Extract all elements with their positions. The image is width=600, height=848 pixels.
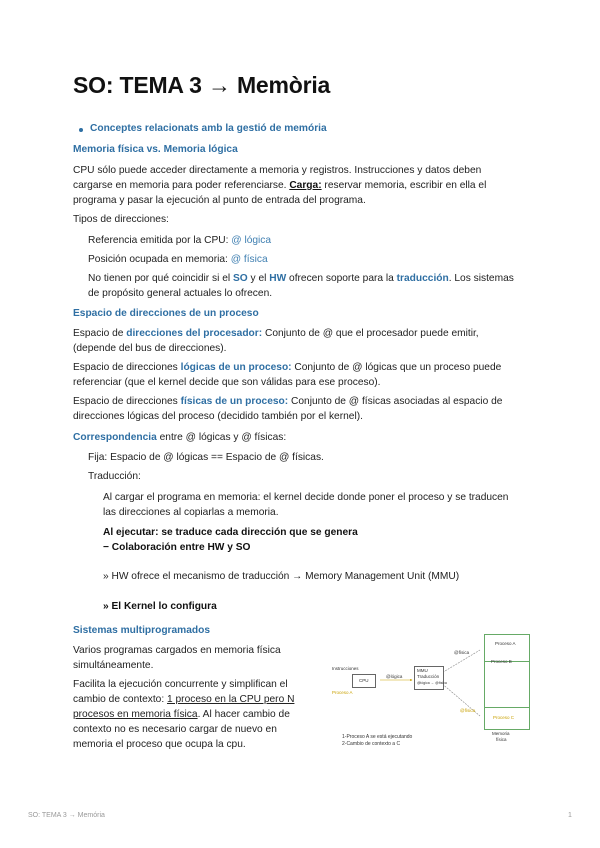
diagram-label: @física [460,708,476,713]
paragraph-line: cambio de contexto: 1 proceso en la CPU pero N [73,694,295,705]
memory-diagram [330,628,530,758]
diagram-label: Memoria [492,731,510,736]
mmu-box: MMU Traducción @lógica → @física [414,666,444,690]
paragraph-line: Espacio de direcciones lógicas de un proceso: Conjunto de @ lógicas que un proceso puede [73,362,502,373]
section-heading-espacio: Espacio de direcciones de un proceso [73,308,259,319]
page-title: SO: TEMA 3 → Memòria [73,72,331,98]
paragraph-line: CPU sólo puede acceder directamente a memoria y registros. Instrucciones y datos deben [73,165,482,176]
footer-title: SO: TEMA 3 → Memória [28,812,105,819]
paragraph-line: Correspondencia entre @ lógicas y @ físicas: [73,432,287,443]
diagram-label: @lógica [386,674,403,679]
bullet-heading: Conceptes relacionats amb la gestió de memória [90,123,327,134]
paragraph-line: Espacio de direcciones del procesador: Conjunto de @ que el procesador puede emitir, [73,328,479,339]
bullet-dot [79,128,83,132]
physical-memory-box: Proceso A Proceso B Proceso C [484,634,530,730]
diagram-label: física [496,737,507,742]
paragraph-line: Tipos de direcciones: [73,214,169,225]
diagram-label: Instrucciones [332,666,359,671]
paragraph-line: referenciar (que el kernel decide que son válidas para ese proceso). [73,377,381,388]
diagram-label: Proceso A [332,690,353,695]
list-item: Fija: Espacio de @ lógicas == Espacio de @ físicas. [88,452,324,463]
diagram-note: 2-Cambio de contexto a C [342,741,401,747]
paragraph-line: cargarse en memoria para poder referenciarse. Carga: reservar memoria, escribir en ella el [73,180,487,191]
list-item: Referencia emitida por la CPU: @ lógica [88,235,272,246]
list-item: Posición ocupada en memoria: @ física [88,254,268,265]
paragraph-line: de propósito general actuales lo ofrecen. [88,288,273,299]
page-number: 1 [568,812,572,819]
paragraph-line: (depende del bus de direcciones). [73,343,227,354]
paragraph-line: − Colaboración entre HW y SO [103,542,251,553]
paragraph-line: direcciones lógicas del proceso (decidido también por el kernel). [73,411,363,422]
paragraph-line: No tienen por qué coincidir si el SO y el HW ofrecen soporte para la traducción. Los sistemas [88,273,514,284]
diagram-note: 1-Proceso A se está ejecutando [342,734,413,740]
paragraph-line: Varios programas cargados en memoria física [73,645,281,656]
paragraph-line: » El Kernel lo configura [103,601,217,612]
paragraph-line: contexto no es necesario cargar de nuevo en [73,724,277,735]
paragraph-line: memoria el proceso que ocupa la cpu. [73,739,246,750]
section-heading-memoria: Memoria física vs. Memoria lógica [73,144,238,155]
paragraph-line: Al cargar el programa en memoria: el kernel decide donde poner el proceso y se traducen [103,492,509,503]
paragraph-line: » HW ofrece el mecanismo de traducción → Memory Management Unit (MMU) [103,571,460,582]
section-heading-sistemas: Sistemas multiprogramados [73,625,211,636]
list-item: Traducción: [88,471,141,482]
paragraph-line: las direcciones al copiarlas a memoria. [103,507,279,518]
diagram-label: @física [454,650,470,655]
paragraph-line: Espacio de direcciones físicas de un proceso: Conjunto de @ físicas asociadas al espacio de [73,396,503,407]
paragraph-line: procesos en memoria física. Al hacer cambio de [73,709,290,720]
cpu-box: CPU [352,674,376,688]
paragraph-line: programa y pasar la ejecución al punto de entrada del programa. [73,195,366,206]
paragraph-line: simultáneamente. [73,660,154,671]
carga-term: Carga: [289,180,322,191]
paragraph-line: Facilita la ejecución concurrente y simplifican el [73,679,288,690]
paragraph-line: Al ejecutar: se traduce cada dirección que se genera [103,527,358,538]
